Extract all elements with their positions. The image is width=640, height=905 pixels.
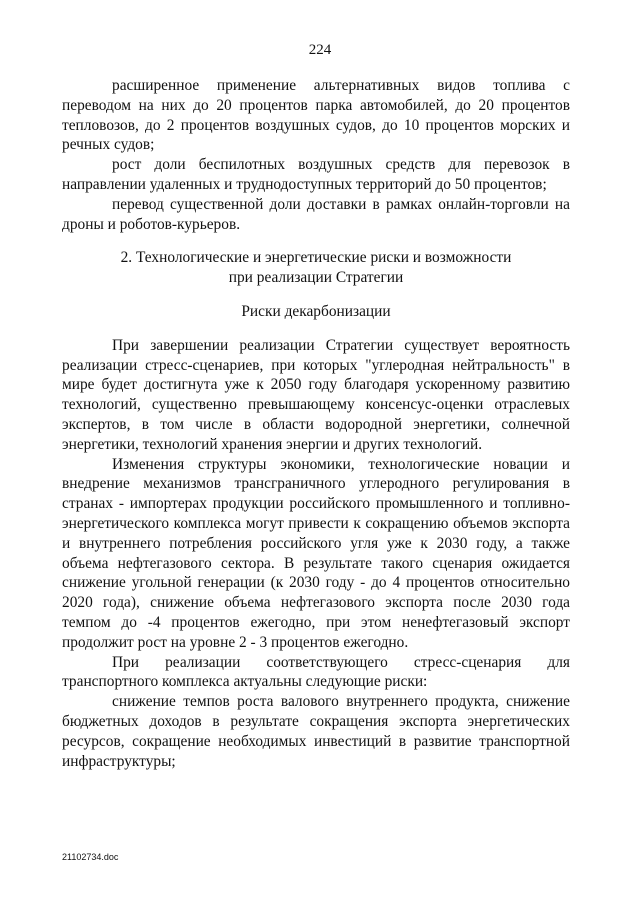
paragraph-fuel: расширенное применение альтернативных видов топлива с переводом на них до 20 процентов парка автомобилей, до 20 процентов тепловозов, до 2 процентов воздушных судов, до 10 процентов морских и речных судов;: [62, 77, 570, 154]
document-body: [62, 76, 570, 771]
footer-filename: 21102734.doc: [62, 852, 119, 862]
paragraph-stress-scenario: При завершении реализации Стратегии существует вероятность реализации стресс-сценариев, при которых "углеродная нейтральность" в мире будет достигнута уже к 2050 году благодаря ускоренному развитию технологий, существенно превышающему консенсус-оценки отраслевых экспертов, в том числе в области водородной энергетики, солнечной энергетики, технологий хранения энергии и других технологий.: [62, 336, 570, 453]
section-heading: [62, 248, 570, 288]
page-number: 224: [308, 42, 332, 58]
subheading: Риски декарбонизации: [241, 302, 391, 320]
paragraph-delivery: перевод существенной доли доставки в рамках онлайн-торговли на дроны и роботов-курьеров.: [62, 195, 570, 233]
paragraph-structure-changes: Изменения структуры экономики, технологические новации и внедрение механизмов трансграничного углеродного регулирования в странах - импортерах продукции российского промышленного и топливно-энергетического комплекса могут привести к сокращению объемов экспорта и внутреннего потребления российского угля уже к 2030 году, а также объема нефтегазового сектора. В результате такого сценария ожидается снижение угольной генерации (к 2030 году - до 4 процентов относительно 2020 года), снижение объема нефтегазового экспорта после 2030 года темпом до -4 процентов ежегодно, при этом ненефтегазовый экспорт продолжит рост на уровне 2 - 3 процентов ежегодно.: [62, 455, 570, 651]
section-heading-line2: при реализации Стратегии: [228, 269, 404, 287]
paragraph-drones-share: рост доли беспилотных воздушных средств для перевозок в направлении удаленных и труднодоступных территорий до 50 процентов;: [62, 156, 570, 193]
section-heading-line1: 2. Технологические и энергетические риски и возможности: [120, 249, 512, 267]
paragraph-gdp-decline: снижение темпов роста валового внутреннего продукта, снижение бюджетных доходов в результате сокращения экспорта энергетических ресурсов, сокращение необходимых инвестиций в развитие транспортной инфраструктуры;: [62, 693, 570, 770]
paragraph-risks-intro: При реализации соответствующего стресс-сценария для транспортного комплекса актуальны следующие риски:: [62, 653, 570, 691]
